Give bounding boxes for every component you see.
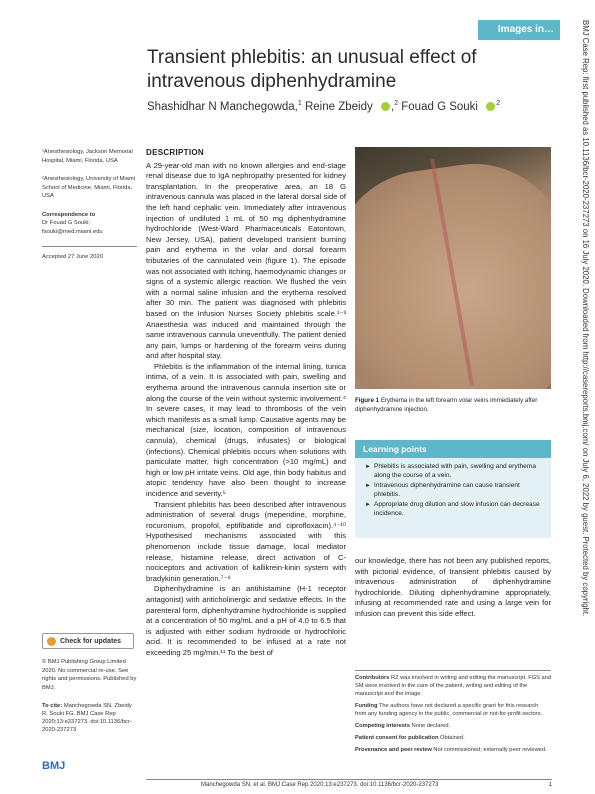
main-column xyxy=(146,148,346,659)
author-2[interactable]: Reine Zbeidy xyxy=(304,100,373,113)
bullet-icon: ► xyxy=(365,483,371,490)
right-column-text xyxy=(355,556,551,620)
vertical-download-notice: BMJ Case Rep: first published as 10.1136/bcr-2020-237273 on 16 July 2020. Downloaded from http://casereports.bmj.com/ on July 6, 2022 by guest. Protected by copyright. xyxy=(581,20,590,617)
correspondence-email[interactable]: fsouki@med.miami.edu xyxy=(42,228,103,235)
citation-heading: To cite: xyxy=(42,703,63,709)
funding-heading: Funding xyxy=(355,703,378,709)
learning-point xyxy=(365,482,545,499)
author-separator: , xyxy=(390,100,395,113)
bmj-logo: BMJ xyxy=(42,760,66,772)
article-notes xyxy=(355,670,551,758)
description-heading: DESCRIPTION xyxy=(146,148,204,157)
paragraph-2: Phlebitis is the inflammation of the internal lining, tunica intima, of a vein. It is associated with pain, swelling and erythema around the intravenous cannula insertion site or along the course of the vein without systemic involvement.⁴ In severe cases, it may lead to thrombosis of the vein which manifests as a small lump. Causative agents may be mechanical (size, location, composition of intravenous cannula), chemical (drugs, infusates) or biological (infections). Chemical phlebitis occurs when solutions with particulate matter, high concentration (>10 mg/mL) and high or low pH irritate veins. Old age, thin body habitus and atopic tendency have also been thought to increase incidence and severity.⁵ xyxy=(146,361,346,498)
learning-point xyxy=(365,501,545,518)
check-for-updates-button[interactable] xyxy=(42,633,134,649)
page-number: 1 xyxy=(548,782,552,788)
affiliation-1: ¹Anesthesiology, Jackson Memorial Hospital, Miami, Florida, USA xyxy=(42,149,133,164)
figure-caption-label: Figure 1 xyxy=(355,397,380,404)
funding-note xyxy=(355,702,551,718)
contributors-note xyxy=(355,674,551,698)
patient-consent-note xyxy=(355,734,551,742)
article-title: Transient phlebitis: an unusual effect of intravenous diphenhydramine xyxy=(147,47,477,92)
citation-box xyxy=(42,702,137,734)
footer-citation: Manchegowda SN, et al. BMJ Case Rep 2020;13:e237273. doi:10.1136/bcr-2020-237273 xyxy=(201,782,439,788)
figure-caption-text: Erythema in the left forearm volar veins immediately after diphenhydramine injection. xyxy=(355,397,538,413)
figure-caption xyxy=(355,396,551,414)
learning-points-list xyxy=(355,463,551,519)
paragraph-3: Transient phlebitis has been described after intravenous administration of several drugs (meperidine, morphine, rocuronium, propofol, eptifibatide and ciprofloxacin).⁴⁻¹⁰ Hypothesised mechanisms associated with this phenomenon include tissue damage, local mediator release, histamine release, direct activation of C-nociceptors and activation of kallikrein-kinin system with bradykinin generation.⁷⁻⁹ xyxy=(146,499,346,583)
peer-review-heading: Provenance and peer review xyxy=(355,747,432,753)
continuation-paragraph: our knowledge, there has not been any published reports, with pictorial evidence, of transient phlebitis caused by intravenous administration of diphenhydramine hydrochloride. Diluting diphenhydramine appropriately, infusing at recommended rate and using a large vein for infusion can prevent this side effect. xyxy=(355,556,551,618)
section-banner: Images in… xyxy=(478,20,560,40)
author-1[interactable]: Shashidhar N Manchegowda, xyxy=(147,100,298,113)
paragraph-4: Diphenhydramine is an antihistamine (H-1 receptor antagonist) with anticholinergic and sedative effects. In the parenteral form, diphenhydramine hydrochloride is supplied at a concentration of 50 mg/mL and a pH of 4.0 to 6.5 that is adjusted with either sodium hydroxide or hydrochloric acid. It is recommended to be infused at a rate not exceeding 25 mg/min.¹¹ To the best of xyxy=(146,584,346,657)
affiliation-2: ²Anesthesiology, University of Miami School of Medicine, Miami, Florida, USA xyxy=(42,176,135,199)
correspondence-name: Dr Fouad G Souki; xyxy=(42,220,91,226)
author-3-affil: 2 xyxy=(496,100,501,107)
orcid-icon[interactable] xyxy=(381,102,390,111)
patient-consent-text: Obtained. xyxy=(440,735,465,741)
correspondence xyxy=(42,211,137,237)
contributors-heading: Contributors xyxy=(355,675,390,681)
peer-review-text: Not commissioned; externally peer reviewed. xyxy=(433,747,547,753)
learning-points-title: Learning points xyxy=(355,440,551,458)
learning-point-text: Appropriate drug dilution and slow infusion can decrease incidence. xyxy=(374,501,540,517)
sidebar xyxy=(42,148,137,272)
learning-points-box xyxy=(355,440,551,538)
competing-interests-text: None declared. xyxy=(411,723,451,729)
peer-review-note xyxy=(355,746,551,754)
copyright-notice: © BMJ Publishing Group Limited 2020. No commercial re-use. See rights and permissions. Published by BMJ. xyxy=(42,659,137,691)
page-footer xyxy=(146,779,552,788)
learning-point-text: Intravenous diphenhydramine can cause transient phlebitis. xyxy=(374,482,520,498)
competing-interests-note xyxy=(355,722,551,730)
check-for-updates-label: Check for updates xyxy=(60,637,122,645)
patient-consent-heading: Patient consent for publication xyxy=(355,735,439,741)
author-3[interactable]: Fouad G Souki xyxy=(401,100,478,113)
learning-point xyxy=(365,463,545,480)
author-1-affil: 1 xyxy=(297,100,302,107)
funding-text: The authors have not declared a specific grant for this research from any funding agency in the public, commercial or not-for-profit sectors. xyxy=(355,703,543,717)
learning-point-text: Phlebitis is associated with pain, swelling and erythema along the course of a vein. xyxy=(374,463,536,479)
citation-text: Manchegowda SN, Zbeidy R, Souki FG. BMJ Case Rep 2020;13:e237273. doi:10.1136/bcr-2020-237273 xyxy=(42,703,132,733)
bullet-icon: ► xyxy=(365,464,371,470)
paragraph-1: A 29-year-old man with no known allergies and end-stage renal disease due to IgA nephropathy presented for kidney transplantation. In the preoperative area, an 18 G intravenous cannula was placed in the lateral dorsal side of the left hand cephalic vein. Immediately after intravenous injection of undiluted 1 mL of 50 mg diphenhydramine hydrochloride (West-Ward Pharmaceuticals Eatontown, New Jersey, USA), patient developed transient burning pain and erythema in the volar and dorsal forearm tributaries of the cannulated vein (figure 1). The episode was not associated with itching, haemodynamic changes or signs of a systemic allergic reaction. We flushed the vein with a normal saline infusion and the erythema resolved after 30 min. The patient was diagnosed with phlebitis based on the Infusion Nurses Society phlebitis scale.¹⁻³ Anaesthesia was induced and maintained through the same intravenous cannula uneventfully. The patient denied any pain, lumps or hardening of the forearm veins during and after hospital stay. xyxy=(146,160,346,361)
author-2-affil: 2 xyxy=(394,100,399,107)
accepted-date: Accepted 27 June 2020 xyxy=(42,246,137,262)
orcid-icon[interactable] xyxy=(486,102,495,111)
contributors-text: RZ was involved in writing and editing the manuscript. FGS and SM were involved in the care of the patient, writing and editing of the manuscript and the image. xyxy=(355,675,551,697)
competing-interests-heading: Competing interests xyxy=(355,723,410,729)
author-list xyxy=(147,100,501,113)
bullet-icon: ► xyxy=(365,502,371,509)
crossmark-icon xyxy=(47,637,56,646)
figure-1-image xyxy=(355,147,551,389)
correspondence-heading: Correspondence to xyxy=(42,211,96,218)
